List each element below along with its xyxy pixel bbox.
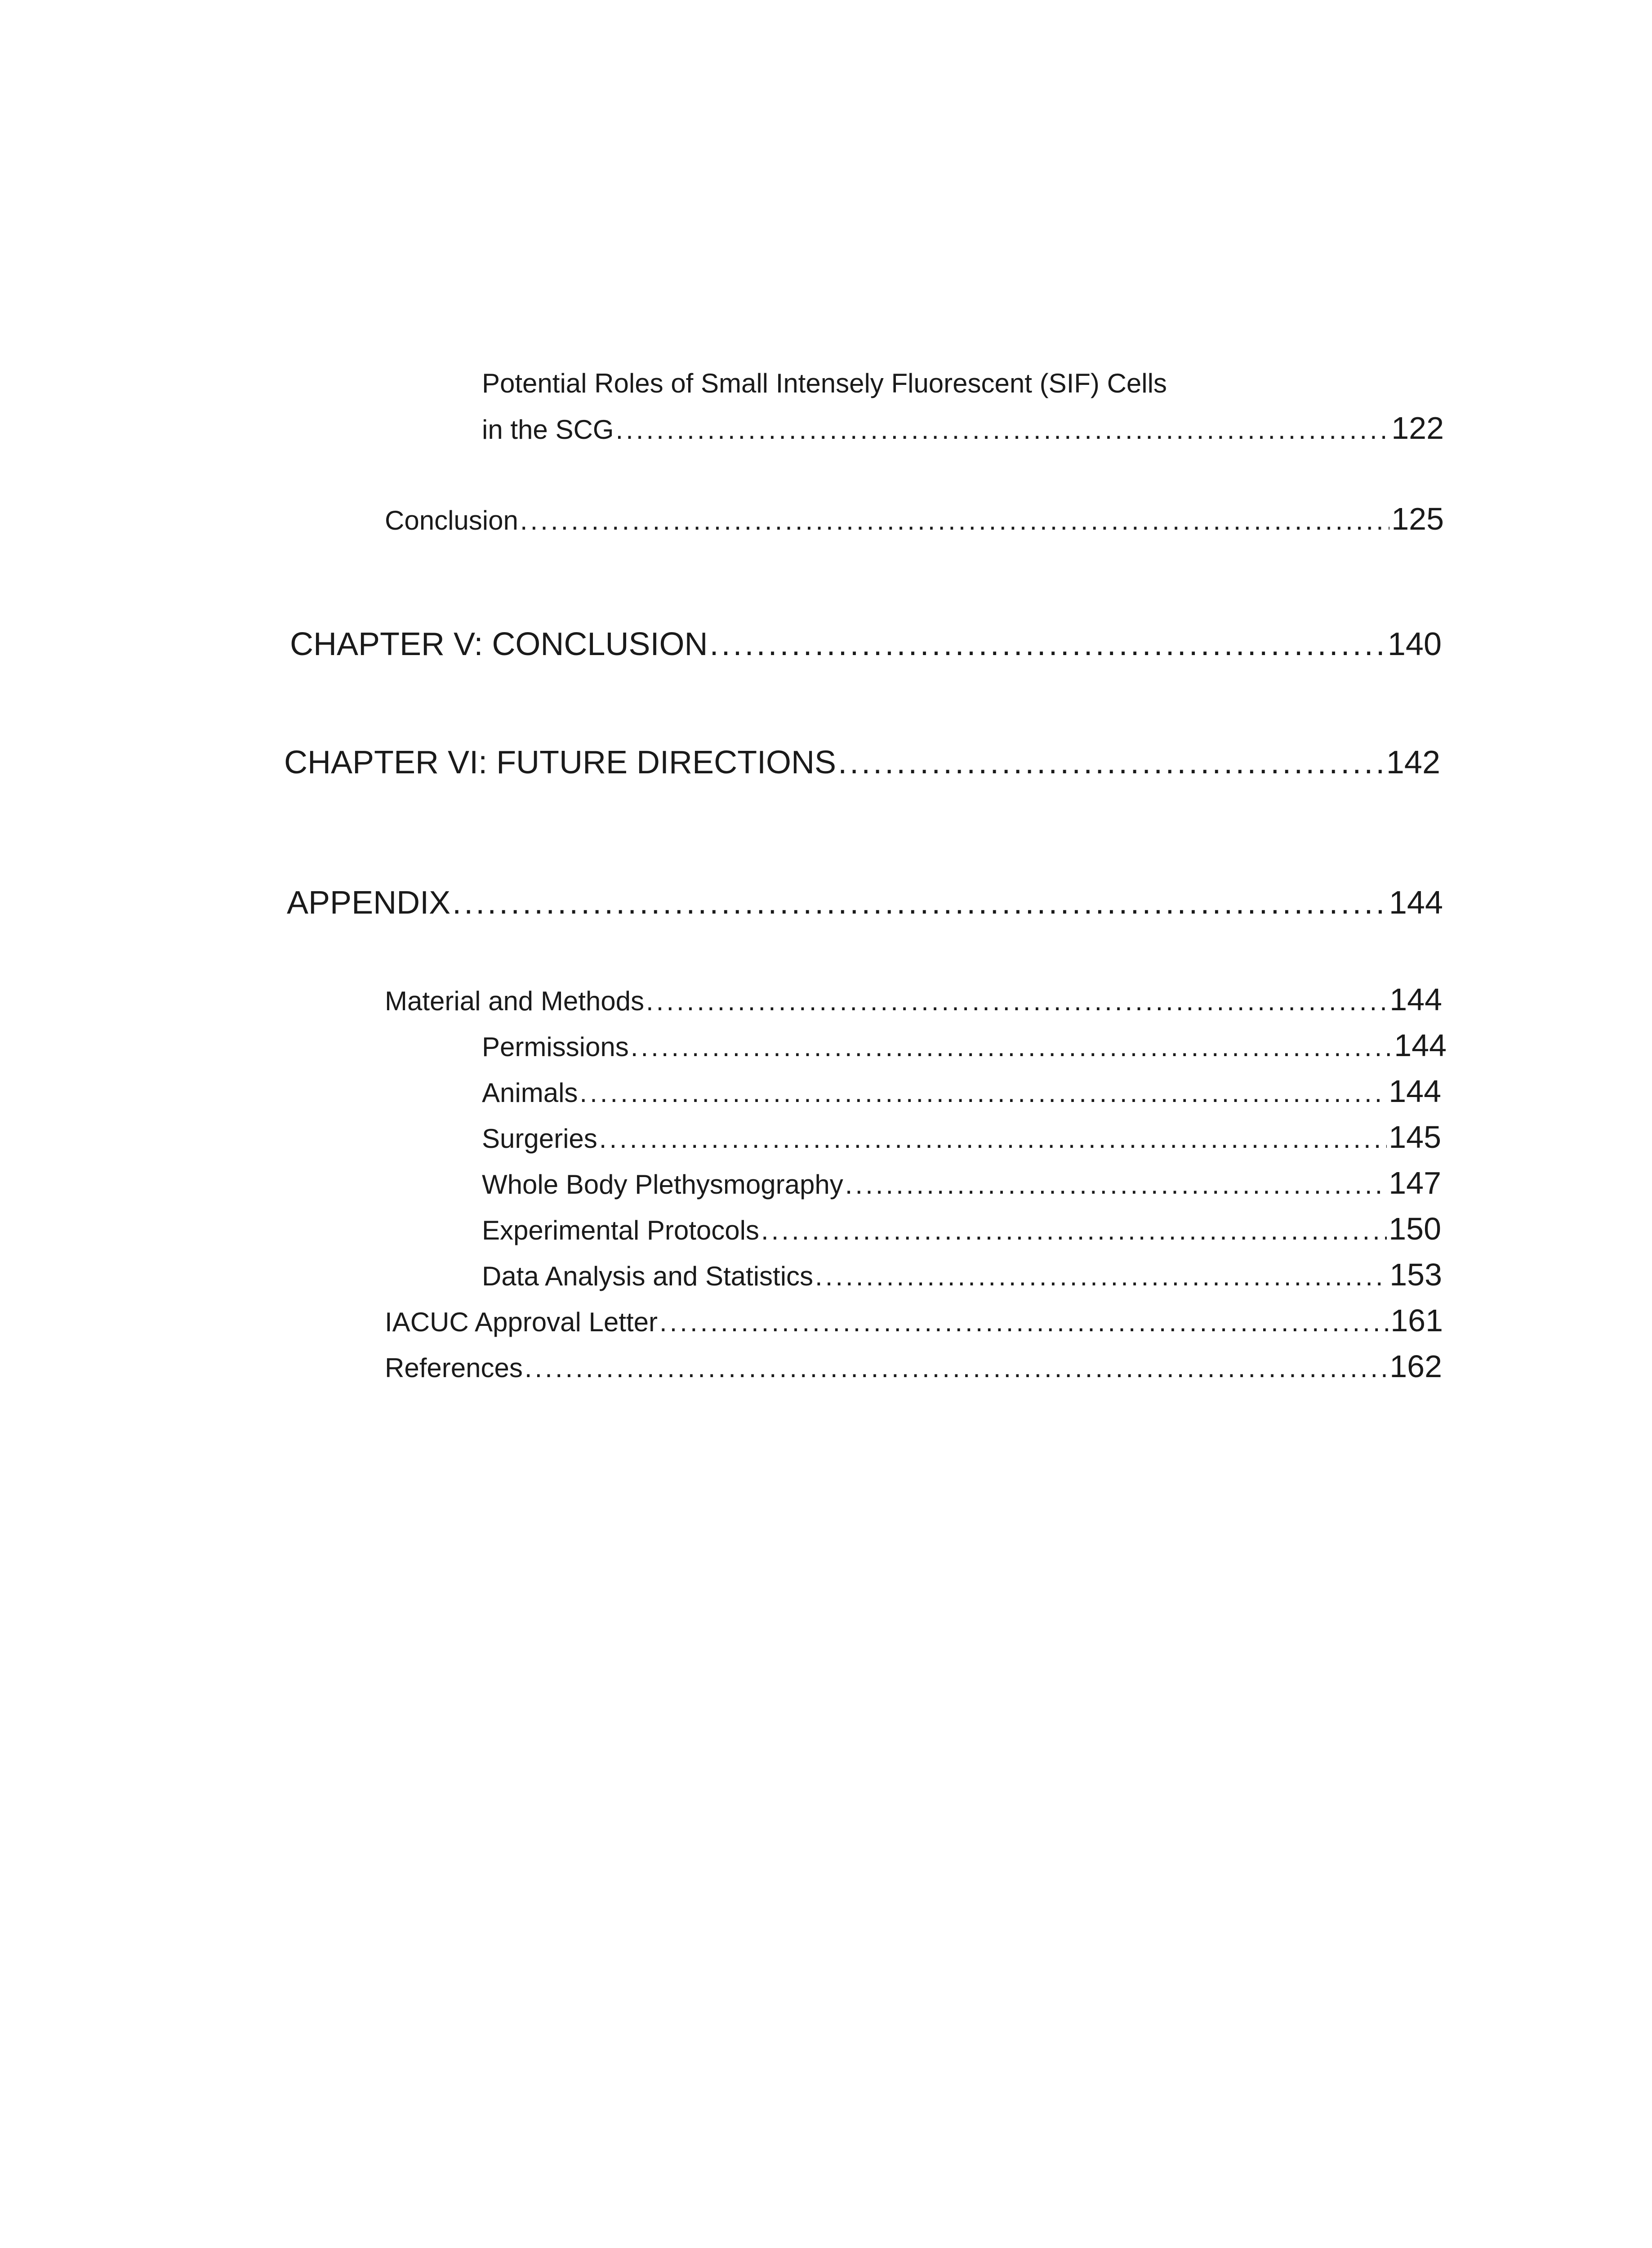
- toc-page-number: 125: [1391, 501, 1444, 536]
- toc-page-number: 144: [1389, 982, 1442, 1017]
- toc-chapter-label: APPENDIX: [287, 885, 451, 921]
- toc-entry-experimental-protocols[interactable]: [482, 1211, 1441, 1247]
- toc-entry-label: Conclusion: [385, 505, 518, 535]
- toc-leader-dots: [615, 414, 1389, 445]
- toc-entry-label: IACUC Approval Letter: [385, 1307, 658, 1337]
- toc-entry-label: Permissions: [482, 1032, 629, 1062]
- toc-chapter-vi[interactable]: [284, 744, 1440, 781]
- toc-page-number: 142: [1386, 745, 1440, 781]
- toc-entry-label: Potential Roles of Small Intensely Fluorescent (SIF) Cells: [482, 368, 1167, 398]
- toc-entry-animals[interactable]: [482, 1073, 1441, 1109]
- toc-leader-dots: [631, 1031, 1392, 1062]
- toc-entry-label: Animals: [482, 1078, 578, 1108]
- toc-chapter-label: CHAPTER V: CONCLUSION: [290, 626, 708, 662]
- toc-leader-dots: [709, 626, 1385, 663]
- toc-page-number: 144: [1394, 1028, 1447, 1063]
- toc-entry-sif-cells-line2[interactable]: [482, 410, 1444, 446]
- toc-page-number: 162: [1389, 1349, 1442, 1384]
- toc-entry-label: in the SCG: [482, 415, 614, 445]
- toc-entry-label: Data Analysis and Statistics: [482, 1261, 814, 1291]
- toc-page-number: 145: [1389, 1120, 1441, 1155]
- toc-entry-label: References: [385, 1353, 523, 1383]
- toc-page-number: 150: [1389, 1211, 1441, 1246]
- toc-page-number: 153: [1389, 1257, 1442, 1292]
- toc-entry-sif-cells-line1: [482, 368, 1167, 399]
- toc-leader-dots: [520, 505, 1389, 536]
- toc-entry-label: Experimental Protocols: [482, 1215, 759, 1245]
- toc-appendix[interactable]: [287, 884, 1443, 921]
- toc-entry-permissions[interactable]: [482, 1027, 1447, 1063]
- toc-entry-conclusion[interactable]: [385, 501, 1444, 537]
- toc-leader-dots: [579, 1077, 1387, 1108]
- toc-entry-surgeries[interactable]: [482, 1119, 1441, 1155]
- toc-page-number: 140: [1387, 626, 1442, 662]
- toc-page-number: 144: [1389, 1074, 1441, 1109]
- toc-page-number: 147: [1389, 1165, 1441, 1200]
- toc-entry-label: Surgeries: [482, 1124, 597, 1154]
- toc-chapter-label: CHAPTER VI: FUTURE DIRECTIONS: [284, 745, 837, 781]
- toc-leader-dots: [525, 1352, 1388, 1383]
- toc-leader-dots: [452, 884, 1387, 921]
- toc-entry-material-and-methods[interactable]: [385, 981, 1442, 1017]
- toc-entry-data-analysis-and-statistics[interactable]: [482, 1257, 1442, 1293]
- toc-entry-references[interactable]: [385, 1348, 1442, 1384]
- toc-leader-dots: [845, 1169, 1387, 1200]
- toc-leader-dots: [659, 1307, 1389, 1338]
- toc-leader-dots: [646, 986, 1388, 1017]
- toc-leader-dots: [815, 1261, 1388, 1292]
- toc-entry-label: Material and Methods: [385, 986, 644, 1016]
- toc-leader-dots: [599, 1123, 1387, 1154]
- toc-leader-dots: [838, 744, 1385, 781]
- toc-leader-dots: [761, 1215, 1387, 1246]
- toc-entry-label: Whole Body Plethysmography: [482, 1169, 843, 1200]
- toc-entry-whole-body-plethysmography[interactable]: [482, 1165, 1441, 1201]
- toc-entry-iacuc-approval-letter[interactable]: [385, 1302, 1443, 1338]
- toc-chapter-v[interactable]: [290, 626, 1442, 663]
- toc-page-number: 161: [1390, 1303, 1443, 1338]
- toc-page-number: 144: [1389, 885, 1443, 921]
- toc-page-number: 122: [1391, 410, 1444, 446]
